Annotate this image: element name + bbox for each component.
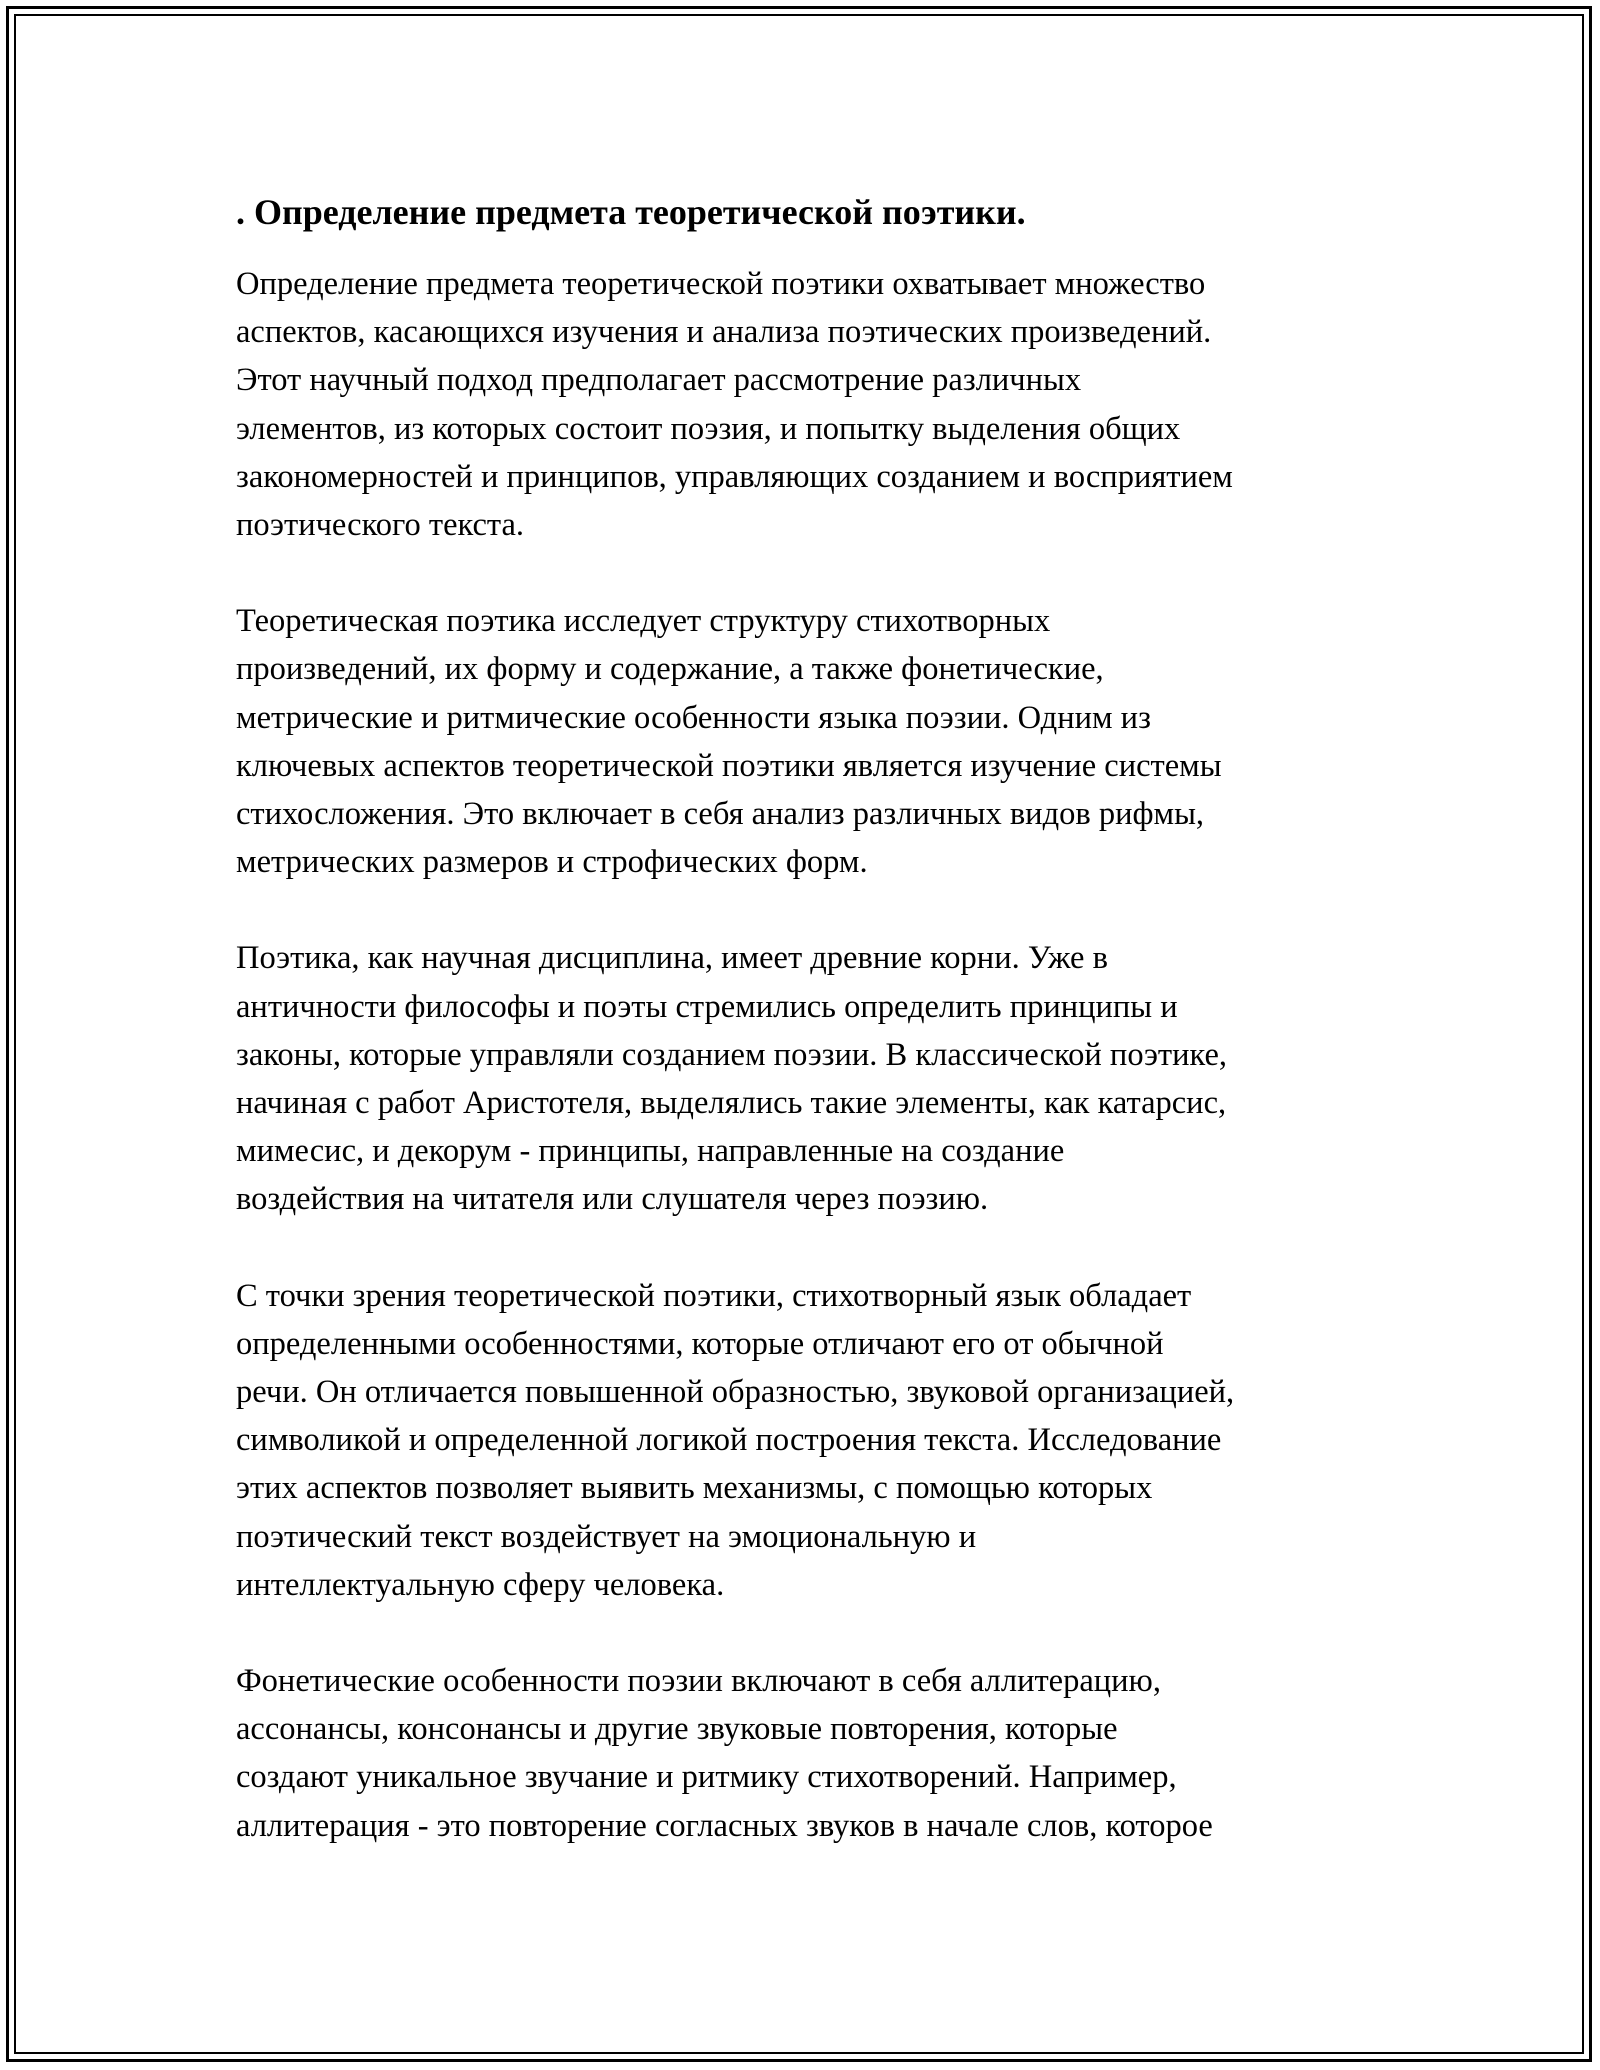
text-line: этих аспектов позволяет выявить механизмы, с помощью которых	[236, 1470, 1153, 1507]
text-line: интеллектуальную сферу человека.	[236, 1566, 725, 1603]
text-line: аллитерация - это повторение согласных звуков в начале слов, которое	[236, 1807, 1213, 1844]
paragraph-2	[236, 597, 1376, 886]
text-line: поэтический текст воздействует на эмоциональную и	[236, 1518, 977, 1555]
text-line: поэтического текста.	[236, 507, 525, 544]
text-line: Этот научный подход предполагает рассмотрение различных	[236, 362, 1082, 399]
text-line: античности философы и поэты стремились определить принципы и	[236, 988, 1178, 1025]
text-line: законы, которые управляли созданием поэзии. В классической поэтике,	[236, 1036, 1228, 1073]
paragraph-5	[236, 1657, 1376, 1850]
text-line: начиная с работ Аристотеля, выделялись такие элементы, как катарсис,	[236, 1085, 1227, 1122]
text-line: Определение предмета теоретической поэтики охватывает множество	[236, 266, 1206, 302]
text-line: закономерностей и принципов, управляющих созданием и восприятием	[236, 458, 1233, 495]
text-line: речи. Он отличается повышенной образностью, звуковой организацией,	[236, 1374, 1235, 1411]
text-line: аспектов, касающихся изучения и анализа поэтических произведений.	[236, 314, 1212, 351]
text-line: ассонансы, консонансы и другие звуковые повторения, которые	[236, 1711, 1118, 1748]
text-line: произведений, их форму и содержание, а также фонетические,	[236, 651, 1104, 688]
text-line: Поэтика, как научная дисциплина, имеет древние корни. Уже в	[236, 940, 1108, 977]
text-line: Фонетические особенности поэзии включают в себя аллитерацию,	[236, 1663, 1161, 1700]
text-line: метрические и ритмические особенности языка поэзии. Одним из	[236, 699, 1151, 736]
section-heading: . Определение предмета теоретической поэтики.	[236, 192, 1026, 232]
text-line: элементов, из которых состоит поэзия, и попытку выделения общих	[236, 410, 1181, 447]
document-body	[236, 188, 1376, 1898]
paragraph-3	[236, 934, 1376, 1223]
text-line: создают уникальное звучание и ритмику стихотворений. Например,	[236, 1759, 1177, 1796]
text-line: Теоретическая поэтика исследует структуру стихотворных	[236, 603, 1051, 640]
text-line: мимесис, и декорум - принципы, направленные на создание	[236, 1133, 1065, 1170]
text-line: определенными особенностями, которые отличают его от обычной	[236, 1325, 1164, 1362]
text-line: ключевых аспектов теоретической поэтики является изучение системы	[236, 747, 1222, 784]
paragraph-1	[236, 260, 1376, 549]
text-line: воздействия на читателя или слушателя через поэзию.	[236, 1181, 989, 1218]
text-line: метрических размеров и строфических форм.	[236, 844, 868, 881]
text-line: символикой и определенной логикой построения текста. Исследование	[236, 1422, 1222, 1459]
text-line: стихосложения. Это включает в себя анализ различных видов рифмы,	[236, 796, 1205, 833]
paragraph-4	[236, 1272, 1376, 1609]
text-line: С точки зрения теоретической поэтики, стихотворный язык обладает	[236, 1277, 1192, 1314]
